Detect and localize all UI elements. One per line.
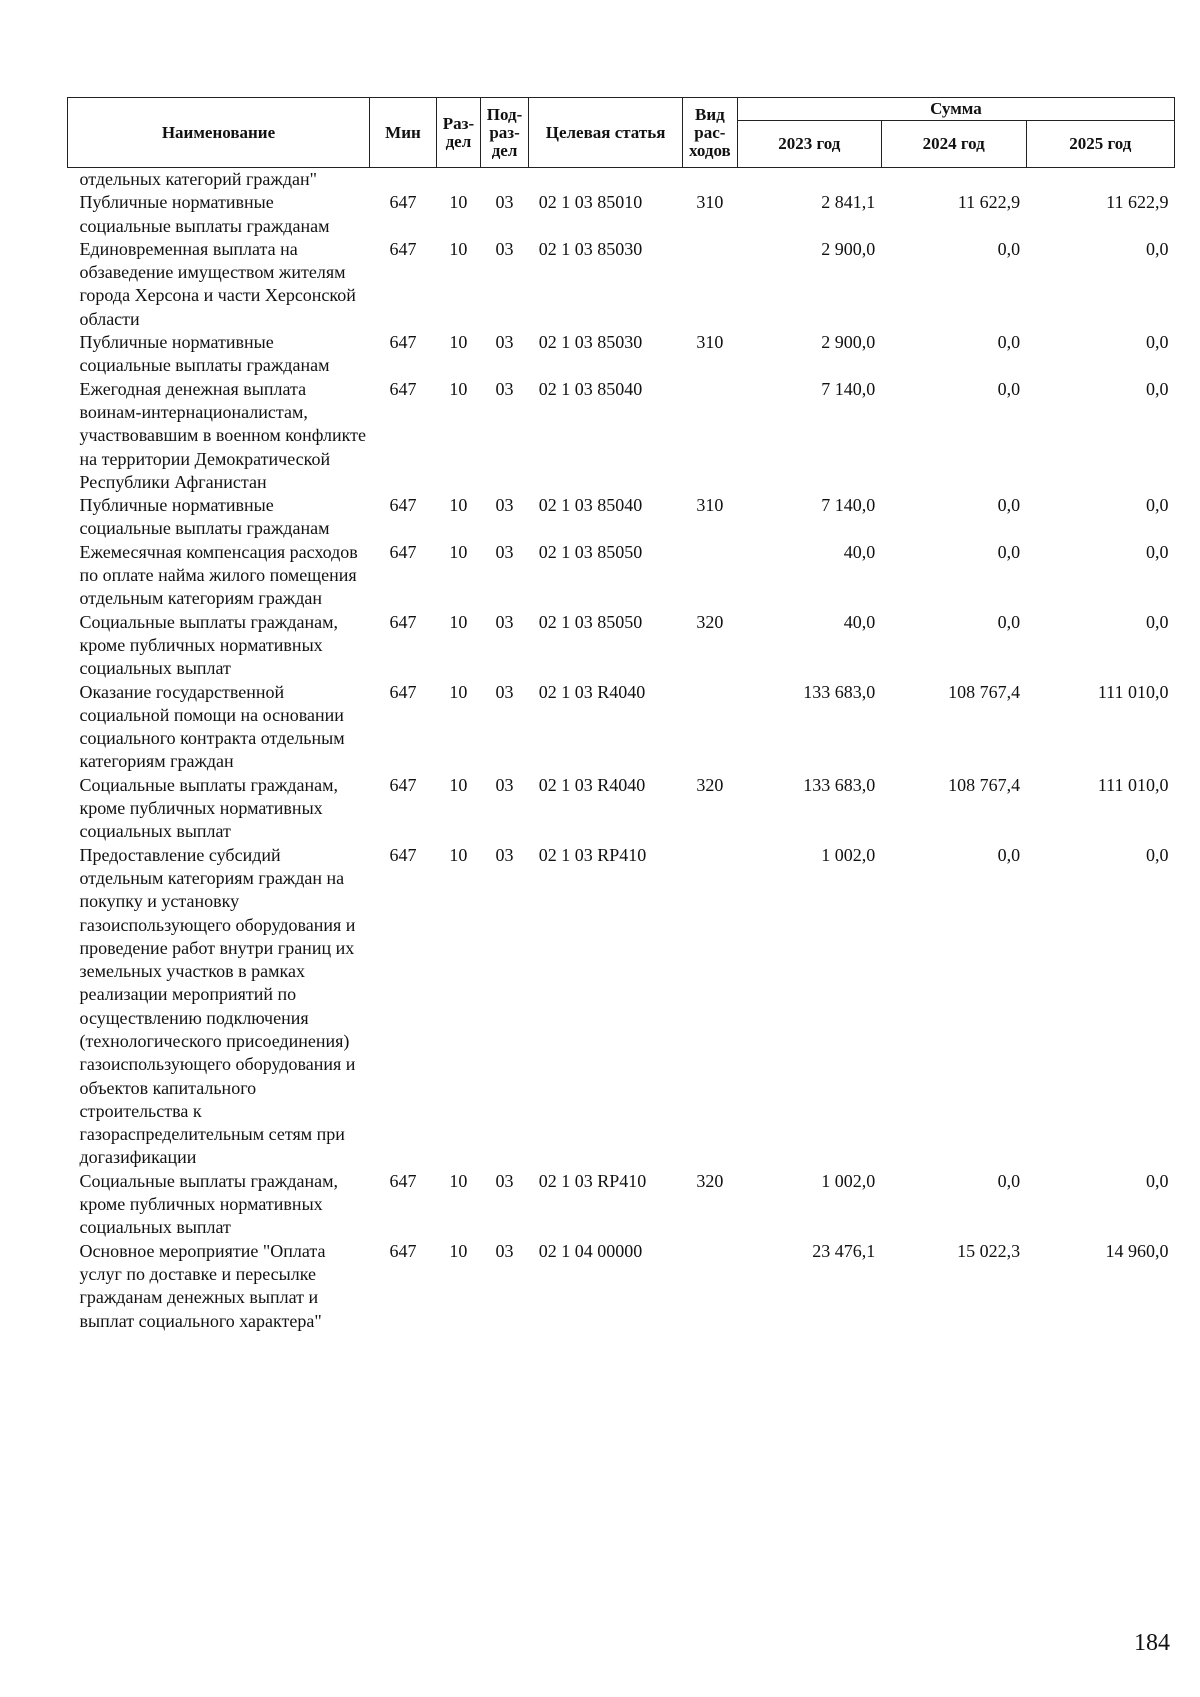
cell-razdel: 10 [449, 681, 468, 702]
cell-razdel: 10 [449, 378, 468, 399]
cell-podrazdel: 03 [495, 1170, 514, 1191]
cell-vid [682, 238, 737, 331]
cell-2023: 7 140,0 [821, 378, 876, 399]
cell-2024: 11 622,9 [957, 192, 1021, 213]
cell-2024: 0,0 [997, 495, 1021, 516]
cell-vid: 310 [696, 495, 724, 516]
cell-2025: 0,0 [1146, 378, 1169, 399]
cell-2025: 0,0 [1146, 844, 1169, 865]
budget-table [67, 97, 1175, 1333]
header-min: Мин [369, 98, 436, 168]
cell-2025: 0,0 [1146, 238, 1169, 259]
cell-2023: 1 002,0 [821, 1170, 876, 1191]
cell-2025 [1026, 168, 1174, 192]
cell-min: 647 [389, 774, 417, 795]
cell-celevaya [529, 168, 683, 192]
cell-2023: 2 900,0 [821, 332, 876, 353]
cell-name: Социальные выплаты гражданам, кроме публичных нормативных социальных выплат [79, 1170, 338, 1238]
cell-name: Единовременная выплата на обзаведение имуществом жителям города Херсона и части Херсонской области [79, 238, 356, 329]
cell-razdel: 10 [449, 192, 468, 213]
cell-name: Ежемесячная компенсация расходов по оплате найма жилого помещения отдельным категориям граждан [79, 541, 358, 609]
cell-2024 [881, 168, 1026, 192]
table-row [68, 494, 1175, 541]
header-razdel: Раз- дел [436, 98, 480, 168]
cell-celevaya: 02 1 03 85030 [538, 238, 643, 259]
table-header [68, 98, 1175, 168]
table-row [68, 774, 1175, 844]
cell-podrazdel: 03 [495, 378, 514, 399]
cell-min: 647 [389, 1170, 417, 1191]
cell-2023: 7 140,0 [821, 495, 876, 516]
cell-2023: 133 683,0 [803, 681, 876, 702]
cell-podrazdel: 03 [495, 192, 514, 213]
cell-podrazdel: 03 [495, 611, 514, 632]
cell-2024: 0,0 [997, 541, 1021, 562]
cell-2025: 0,0 [1146, 1170, 1169, 1191]
table-body [68, 168, 1175, 1333]
cell-podrazdel [480, 168, 528, 192]
cell-2025: 0,0 [1146, 611, 1169, 632]
header-vid: Вид рас- ходов [682, 98, 737, 168]
cell-2023: 23 476,1 [812, 1240, 876, 1261]
cell-min: 647 [389, 1240, 417, 1261]
cell-celevaya: 02 1 04 00000 [538, 1240, 643, 1261]
cell-name: Публичные нормативные социальные выплаты гражданам [79, 495, 330, 539]
cell-min: 647 [389, 681, 417, 702]
header-name: Наименование [68, 98, 370, 168]
cell-2025: 111 010,0 [1097, 774, 1169, 795]
cell-min: 647 [389, 541, 417, 562]
cell-podrazdel: 03 [495, 681, 514, 702]
cell-min: 647 [389, 378, 417, 399]
cell-vid: 320 [696, 1170, 724, 1191]
cell-razdel: 10 [449, 541, 468, 562]
cell-2023 [737, 168, 881, 192]
cell-2025: 0,0 [1146, 541, 1169, 562]
cell-vid: 310 [696, 332, 724, 353]
cell-2025: 0,0 [1146, 332, 1169, 353]
cell-podrazdel: 03 [495, 495, 514, 516]
table-row [68, 331, 1175, 378]
table-row [68, 238, 1175, 331]
cell-name: Основное мероприятие "Оплата услуг по доставке и пересылке гражданам денежных выплат и выплат социального характера" [79, 1240, 326, 1331]
cell-min: 647 [389, 238, 417, 259]
cell-min: 647 [389, 495, 417, 516]
cell-min: 647 [389, 332, 417, 353]
cell-celevaya: 02 1 03 85040 [538, 495, 643, 516]
table-row [68, 541, 1175, 611]
header-2023: 2023 год [737, 121, 881, 168]
header-2025: 2025 год [1026, 121, 1174, 168]
page-number: 184 [1134, 1630, 1170, 1656]
header-celevaya: Целевая статья [529, 98, 683, 168]
table-row [68, 681, 1175, 774]
cell-celevaya: 02 1 03 85010 [538, 192, 643, 213]
cell-2023: 40,0 [843, 541, 876, 562]
cell-celevaya: 02 1 03 85030 [538, 332, 643, 353]
cell-podrazdel: 03 [495, 541, 514, 562]
cell-2024: 15 022,3 [957, 1240, 1021, 1261]
cell-min: 647 [389, 611, 417, 632]
cell-podrazdel: 03 [495, 774, 514, 795]
cell-2023: 133 683,0 [803, 774, 876, 795]
cell-celevaya: 02 1 03 RP410 [538, 1170, 647, 1191]
cell-2024: 0,0 [997, 378, 1021, 399]
cell-name: Ежегодная денежная выплата воинам-интернационалистам, участвовавшим в военном конфликте на территории Демократической Республики Афганистан [79, 378, 366, 492]
cell-razdel: 10 [449, 1240, 468, 1261]
cell-vid: 320 [696, 611, 724, 632]
cell-razdel: 10 [449, 495, 468, 516]
cell-podrazdel: 03 [495, 844, 514, 865]
cell-vid [682, 1240, 737, 1333]
cell-2023: 40,0 [843, 611, 876, 632]
cell-2024: 0,0 [997, 844, 1021, 865]
cell-vid: 310 [696, 192, 724, 213]
cell-razdel [436, 168, 480, 192]
cell-celevaya: 02 1 03 RP410 [538, 844, 647, 865]
cell-2025: 111 010,0 [1097, 681, 1169, 702]
cell-min [369, 168, 436, 192]
cell-vid [682, 378, 737, 494]
cell-vid [682, 541, 737, 611]
cell-name: Социальные выплаты гражданам, кроме публичных нормативных социальных выплат [79, 611, 338, 679]
cell-podrazdel: 03 [495, 238, 514, 259]
cell-2023: 2 841,1 [821, 192, 876, 213]
table-row [68, 378, 1175, 494]
cell-2023: 2 900,0 [821, 238, 876, 259]
table-row [68, 168, 1175, 192]
table-row [68, 611, 1175, 681]
table-row [68, 844, 1175, 1170]
cell-2023: 1 002,0 [821, 844, 876, 865]
cell-name: Предоставление субсидий отдельным категориям граждан на покупку и установку газоиспользующего оборудования и проведение работ внутри границ их земельных участков в рамках реализации мероприятий по осуществлению подключения (технологического присоединения) газоиспользующего оборудования и объектов капитального строительства к газораспределительным сетям при догазификации [79, 844, 356, 1168]
cell-celevaya: 02 1 03 85050 [538, 541, 643, 562]
cell-razdel: 10 [449, 611, 468, 632]
cell-2024: 0,0 [997, 611, 1021, 632]
cell-vid [682, 681, 737, 774]
cell-name: отдельных категорий граждан" [79, 169, 317, 189]
header-podrazdel: Под- раз- дел [480, 98, 528, 168]
cell-razdel: 10 [449, 844, 468, 865]
cell-vid [682, 844, 737, 1170]
cell-name: Социальные выплаты гражданам, кроме публичных нормативных социальных выплат [79, 774, 338, 842]
cell-razdel: 10 [449, 774, 468, 795]
header-summa: Сумма [737, 98, 1174, 121]
cell-2024: 108 767,4 [948, 774, 1021, 795]
cell-name: Публичные нормативные социальные выплаты гражданам [79, 332, 330, 376]
cell-name: Публичные нормативные социальные выплаты гражданам [79, 192, 330, 236]
cell-2024: 0,0 [997, 1170, 1021, 1191]
cell-podrazdel: 03 [495, 332, 514, 353]
cell-min: 647 [389, 844, 417, 865]
cell-2024: 0,0 [997, 332, 1021, 353]
cell-razdel: 10 [449, 238, 468, 259]
cell-podrazdel: 03 [495, 1240, 514, 1261]
cell-2025: 0,0 [1146, 495, 1169, 516]
header-2024: 2024 год [881, 121, 1026, 168]
cell-celevaya: 02 1 03 R4040 [538, 774, 646, 795]
cell-2025: 14 960,0 [1105, 1240, 1169, 1261]
cell-razdel: 10 [449, 1170, 468, 1191]
cell-2024: 0,0 [997, 238, 1021, 259]
cell-vid [682, 168, 737, 192]
cell-2025: 11 622,9 [1106, 192, 1169, 213]
cell-celevaya: 02 1 03 R4040 [538, 681, 646, 702]
table-row [68, 1170, 1175, 1240]
cell-2024: 108 767,4 [948, 681, 1021, 702]
cell-min: 647 [389, 192, 417, 213]
cell-celevaya: 02 1 03 85050 [538, 611, 643, 632]
table-row [68, 1240, 1175, 1333]
table-row [68, 191, 1175, 238]
cell-razdel: 10 [449, 332, 468, 353]
cell-name: Оказание государственной социальной помощи на основании социального контракта отдельным категориям граждан [79, 681, 345, 772]
cell-celevaya: 02 1 03 85040 [538, 378, 643, 399]
cell-vid: 320 [696, 774, 724, 795]
